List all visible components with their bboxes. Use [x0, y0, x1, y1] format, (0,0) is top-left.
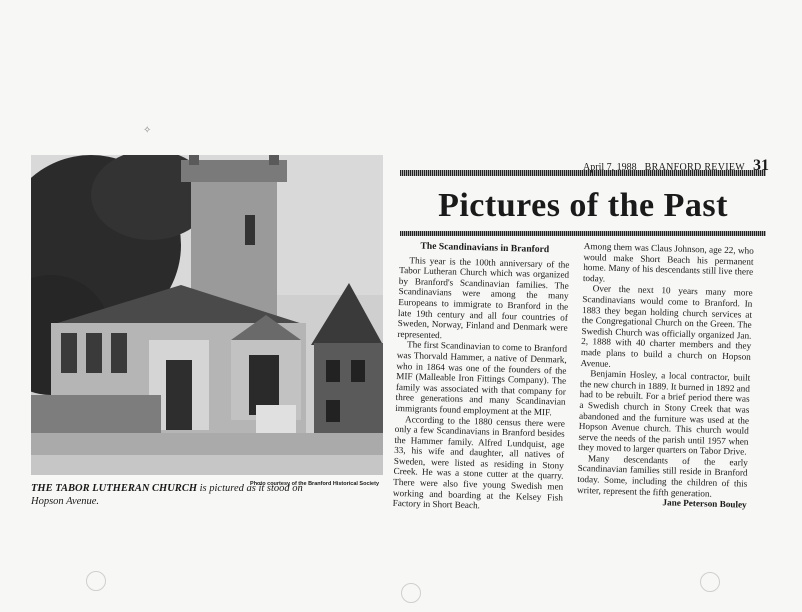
church-photo [31, 155, 383, 475]
article-paragraph: Over the next 10 years many more Scandinavians would come to Branford. In 1883 they began holding church services at the Congregational Church on the Green. The Swedish Church was officially organized Jan. 2, 1888 with 40 charter members and they made plans to build a church on Hopson Avenue. [580, 283, 753, 369]
photo-credit: Photo courtesy of the Branford Historical Society [250, 481, 379, 487]
headline: Pictures of the Past [438, 187, 728, 224]
punch-hole-center [401, 583, 421, 603]
issue-date: April 7, 1988 [583, 162, 637, 173]
page-number: 31 [753, 157, 769, 174]
photo-caption [31, 482, 331, 508]
byline: Jane Peterson Bouley [662, 497, 747, 510]
headline-rule [400, 231, 766, 236]
caption-bold: THE TABOR LUTHERAN CHURCH [31, 483, 197, 494]
article-subhead: The Scandinavians in Branford [420, 240, 550, 256]
article-paragraph: Many descendants of the early Scandinavian families still reside in Branford today. Some, including the children of this writer, represent the fifth generation. [576, 453, 749, 499]
paper-name: BRANFORD REVIEW [644, 162, 745, 173]
article-paragraph: This year is the 100th anniversary of the Tabor Lutheran Church which was organized by Branford's Scandinavian families. The Scandinavians were among the many Europeans to immigrate to Branford in the late 19th century and all four countries of Sweden, Norway, Finland and Denmark were represented. [397, 254, 570, 340]
article-paragraph: According to the 1880 census there were only a few Scandinavians in Branford besides the Hammer family. Alfred Lundquist, age 33, his wife and daughter, all natives of Sweden, were listed as residing in Stony Creek. He was a stone cutter at the quarry. There were also five young Swedish men working and boarding at the Kelsey Fish Factory in Short Beach. [392, 413, 566, 511]
article-column-1 [393, 241, 570, 513]
article-paragraph: Benjamin Hosley, a local contractor, built the new church in 1889. It burned in 1892 and had to be rebuilt. For a brief period there was a Swedish church in Stony Creek that was abandoned and the furniture was used at the Hopson Avenue church. This church would serve the needs of the parish until 1957 when they moved to larger quarters on Tabor Drive. [578, 368, 751, 457]
dateline [555, 157, 769, 175]
scan-speck: ✧ [143, 125, 152, 136]
caption-text: is pictured as it stood on Hopson Avenue. [31, 483, 303, 507]
article-paragraph: Among them was Claus Johnson, age 22, who would make Short Beach his permanent home. Many of his descendants still live there today. [582, 241, 754, 284]
punch-hole-right [700, 572, 720, 592]
article-column-2 [577, 241, 754, 510]
article-paragraph: The first Scandinavian to come to Branford was Thorvald Hammer, a native of Denmark, who in 1864 was one of the founders of the MIF (Malleable Iron Fittings Company). The family was associated with that company for three generations and many Scandinavian immigrants found employment at the MIF. [395, 339, 568, 418]
punch-hole-left [86, 571, 106, 591]
